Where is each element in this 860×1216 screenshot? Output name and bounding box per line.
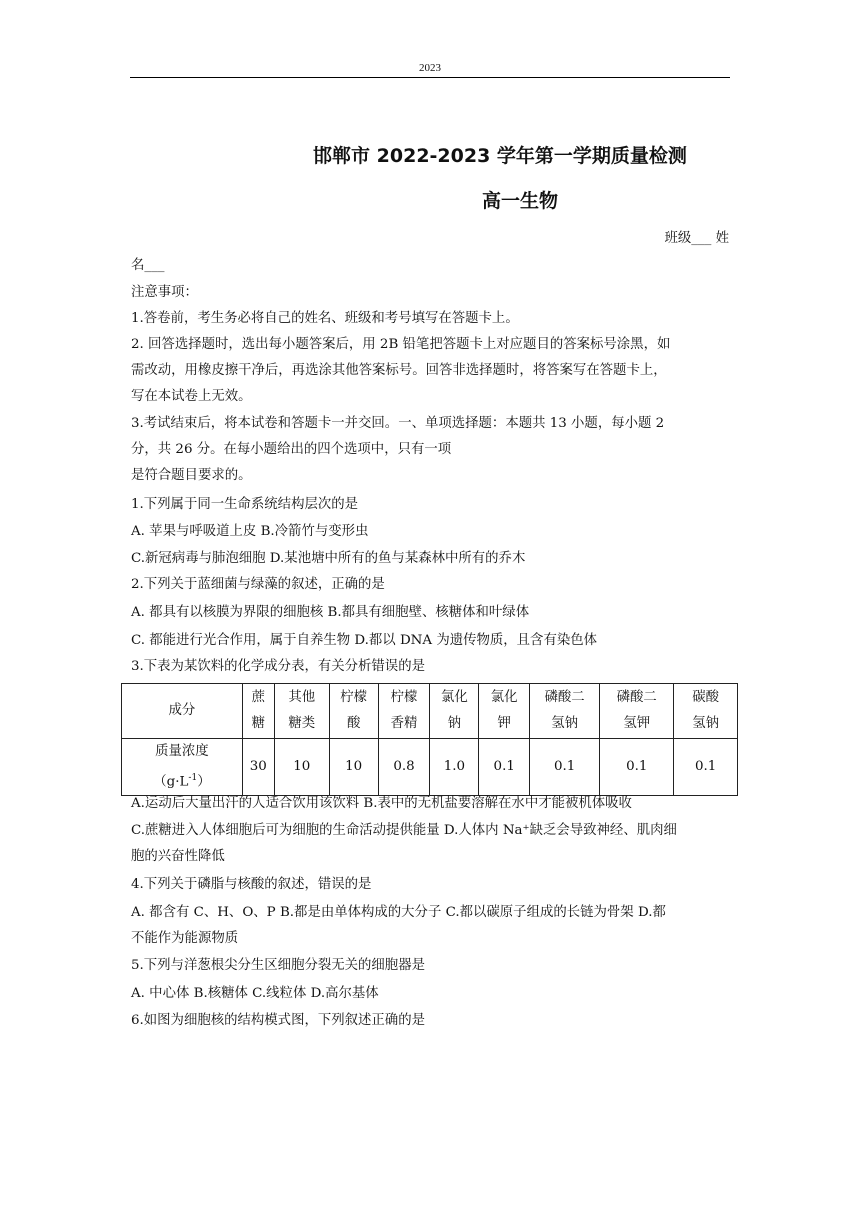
table-header-cell: 其他 糖类 <box>274 684 329 739</box>
question-2-options: A. 都具有以核膜为界限的细胞核 B.都具有细胞壁、核糖体和叶绿体 <box>131 605 530 620</box>
table-header-cell: 柠檬 酸 <box>329 684 378 739</box>
table-row <box>122 684 738 739</box>
question-4-options: A. 都含有 C、H、O、P B.都是由单体构成的大分子 C.都以碳原子组成的长链为骨架 D.都 <box>131 905 666 920</box>
table-cell: 1.0 <box>430 739 479 796</box>
table-cell: 10 <box>274 739 329 796</box>
notice-heading: 注意事项： <box>131 285 198 300</box>
table-header-cell: 氯化 钾 <box>479 684 530 739</box>
table-cell: 0.1 <box>530 739 600 796</box>
question-5-options: A. 中心体 B.核糖体 C.线粒体 D.高尔基体 <box>131 986 379 1001</box>
notice-item: 2. 回答选择题时，选出每小题答案后，用 2B 铅笔把答题卡上对应题目的答案标号涂黑，如 <box>131 337 671 352</box>
table-cell: 0.1 <box>600 739 674 796</box>
table-cell: 0.1 <box>479 739 530 796</box>
header-divider <box>130 77 730 78</box>
table-header-cell: 蔗 糖 <box>242 684 274 739</box>
table-header-cell: 磷酸二 氢钾 <box>600 684 674 739</box>
table-row <box>122 739 738 796</box>
notice-item: 是符合题目要求的。 <box>131 468 252 483</box>
question-5-stem: 5.下列与洋葱根尖分生区细胞分裂无关的细胞器是 <box>131 958 425 973</box>
table-cell: 0.8 <box>378 739 430 796</box>
question-3-options: 胞的兴奋性降低 <box>131 849 225 864</box>
question-1-stem: 1.下列属于同一生命系统结构层次的是 <box>131 497 359 512</box>
name-line: 名___ <box>131 258 165 273</box>
question-2-options: C. 都能进行光合作用，属于自养生物 D.都以 DNA 为遗传物质，且含有染色体 <box>131 633 598 648</box>
notice-item: 1.答卷前，考生务必将自己的姓名、班级和考号填写在答题卡上。 <box>131 311 519 326</box>
table-header-cell: 碳酸 氢钠 <box>674 684 738 739</box>
table-header-cell: 成分 <box>122 684 243 739</box>
question-4-options: 不能作为能源物质 <box>131 931 239 946</box>
table-header-cell: 柠檬 香精 <box>378 684 430 739</box>
question-2-stem: 2.下列关于蓝细菌与绿藻的叙述，正确的是 <box>131 577 385 592</box>
table-cell: 0.1 <box>674 739 738 796</box>
question-1-options: C.新冠病毒与肺泡细胞 D.某池塘中所有的鱼与某森林中所有的乔木 <box>131 551 526 566</box>
notice-item: 写在本试卷上无效。 <box>131 389 252 404</box>
question-3-stem: 3.下表为某饮料的化学成分表，有关分析错误的是 <box>131 659 425 674</box>
composition-table <box>121 683 738 796</box>
question-1-options: A. 苹果与呼吸道上皮 B.冷箭竹与变形虫 <box>131 524 369 539</box>
exam-title: 邯郸市 2022-2023 学年第一学期质量检测 <box>313 145 687 167</box>
question-4-stem: 4.下列关于磷脂与核酸的叙述，错误的是 <box>131 877 372 892</box>
question-6-stem: 6.如图为细胞核的结构模式图，下列叙述正确的是 <box>131 1013 425 1028</box>
exam-subject: 高一生物 <box>481 190 558 212</box>
class-name-line: 班级___ 姓 <box>664 231 729 246</box>
table-cell: 10 <box>329 739 378 796</box>
notice-item: 分，共 26 分。在每小题给出的四个选项中，只有一项 <box>131 442 452 457</box>
question-3-options: C.蔗糖进入人体细胞后可为细胞的生命活动提供能量 D.人体内 Na⁺缺乏会导致神经、肌肉细 <box>131 823 677 838</box>
table-cell: 30 <box>242 739 274 796</box>
table-row-label: 质量浓度 $(g\cdot L^{-1})$ <box>122 739 243 796</box>
notice-item: 3.考试结束后，将本试卷和答题卡一并交回。一、单项选择题：本题共 13 小题，每小题 2 <box>131 416 665 431</box>
question-3-options: A.运动后大量出汗的人适合饮用该饮料 B.表中的无机盐要溶解在水中才能被机体吸收 <box>131 796 632 811</box>
notice-item: 需改动，用橡皮擦干净后，再选涂其他答案标号。回答非选择题时，将答案写在答题卡上， <box>131 363 667 378</box>
table-header-cell: 磷酸二 氢钠 <box>530 684 600 739</box>
table-header-cell: 氯化 钠 <box>430 684 479 739</box>
page-header-year: 2023 <box>419 62 441 74</box>
